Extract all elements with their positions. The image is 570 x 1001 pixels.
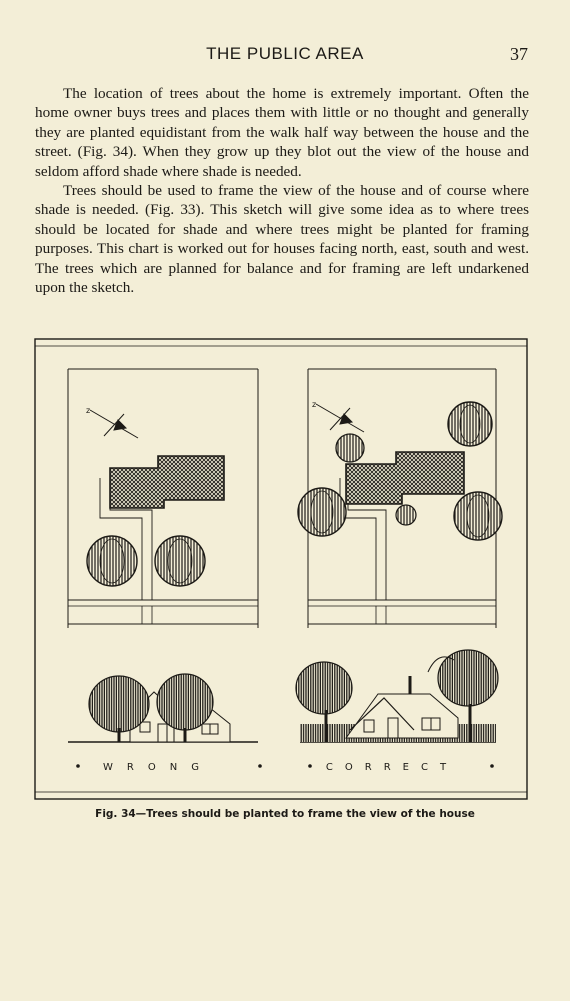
label-wrong: WRONG bbox=[103, 762, 213, 773]
elevation-wrong bbox=[68, 674, 262, 773]
paragraph-2: Trees should be used to frame the view of the house and of course where shade is needed. (Fig. 33). This sketch will give some idea as to where trees should be located for shade and where trees might be planted for framing purposes. This chart is worked out for houses facing north, east, south and west. The trees which are planned for balance and for framing are left undarkened upon the sketch. bbox=[35, 182, 529, 297]
tree-plan-icon bbox=[448, 402, 492, 446]
paragraph-1: The location of trees about the home is extremely important. Often the home owner buys trees and places them with little or no thought and generally they are planted equidistant from the walk half way between the house and the street. (Fig. 34). When they grow up they blot out the view of the house and seldom afford shade where shade is needed. bbox=[35, 85, 529, 180]
tree-plan-icon bbox=[298, 488, 346, 536]
tree-plan-icon bbox=[396, 505, 416, 525]
tree-plan-icon bbox=[155, 536, 205, 586]
house-plan bbox=[346, 452, 464, 504]
figure-34 bbox=[34, 338, 528, 800]
plan-wrong bbox=[68, 369, 258, 628]
label-correct: CORRECT bbox=[325, 762, 459, 773]
page-number: 37 bbox=[510, 44, 528, 64]
house-plan bbox=[110, 456, 224, 508]
plan-correct bbox=[298, 369, 502, 628]
body-text bbox=[35, 84, 529, 297]
compass-icon bbox=[86, 406, 138, 438]
figure-caption: Fig. 34—Trees should be planted to frame the view of the house bbox=[95, 808, 475, 820]
tree-plan-icon bbox=[87, 536, 137, 586]
tree-plan-icon bbox=[454, 492, 502, 540]
elevation-correct bbox=[296, 650, 498, 773]
page-header bbox=[0, 44, 570, 68]
running-head: THE PUBLIC AREA bbox=[206, 44, 364, 63]
compass-icon bbox=[312, 400, 364, 432]
svg-text:z: z bbox=[86, 406, 91, 415]
svg-text:z: z bbox=[312, 400, 317, 409]
tree-plan-icon bbox=[336, 434, 364, 462]
